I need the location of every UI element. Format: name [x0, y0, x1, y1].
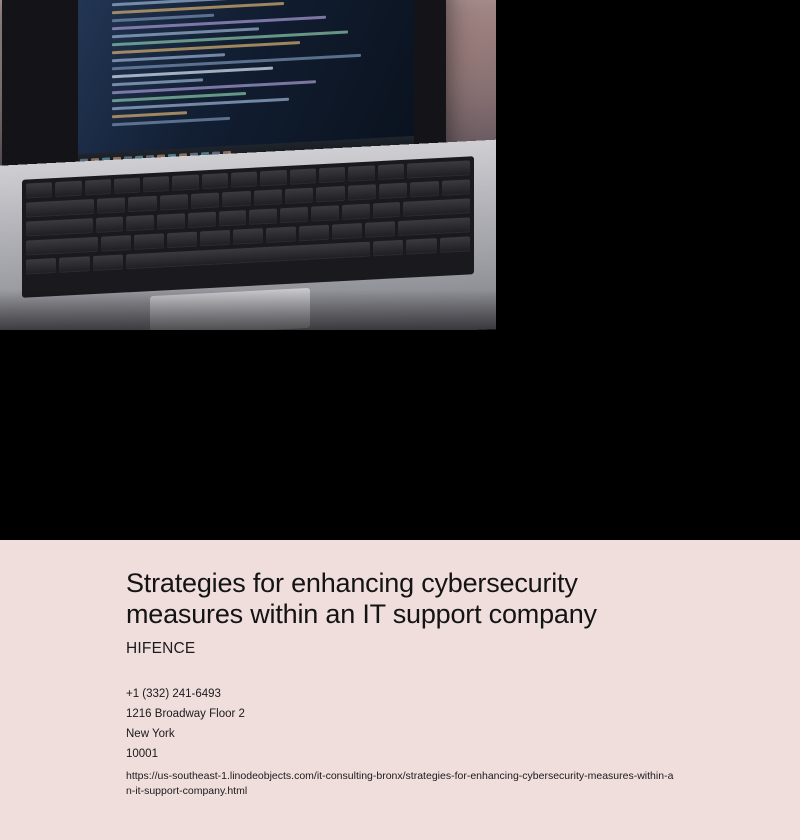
laptop-photo: [0, 0, 496, 330]
page-title: Strategies for enhancing cybersecurity measures within an IT support company: [126, 568, 597, 629]
info-panel: [0, 540, 800, 840]
source-url-link[interactable]: https://us-southeast-1.linodeobjects.com/it-consulting-bronx/strategies-for-enhancing-cybersecurity-measures-within-an-it-support-company.html: [126, 770, 674, 797]
contact-address-line1: 1216 Broadway Floor 2: [126, 708, 245, 720]
laptop-keyboard: [22, 156, 474, 298]
photo-bottom-shadow: [0, 290, 496, 330]
contact-city: New York: [126, 728, 175, 740]
contact-postal-code: 10001: [126, 748, 158, 760]
contact-phone: +1 (332) 241-6493: [126, 688, 221, 700]
brand-name: HIFENCE: [126, 640, 196, 657]
code-editor-lines: [112, 0, 380, 131]
